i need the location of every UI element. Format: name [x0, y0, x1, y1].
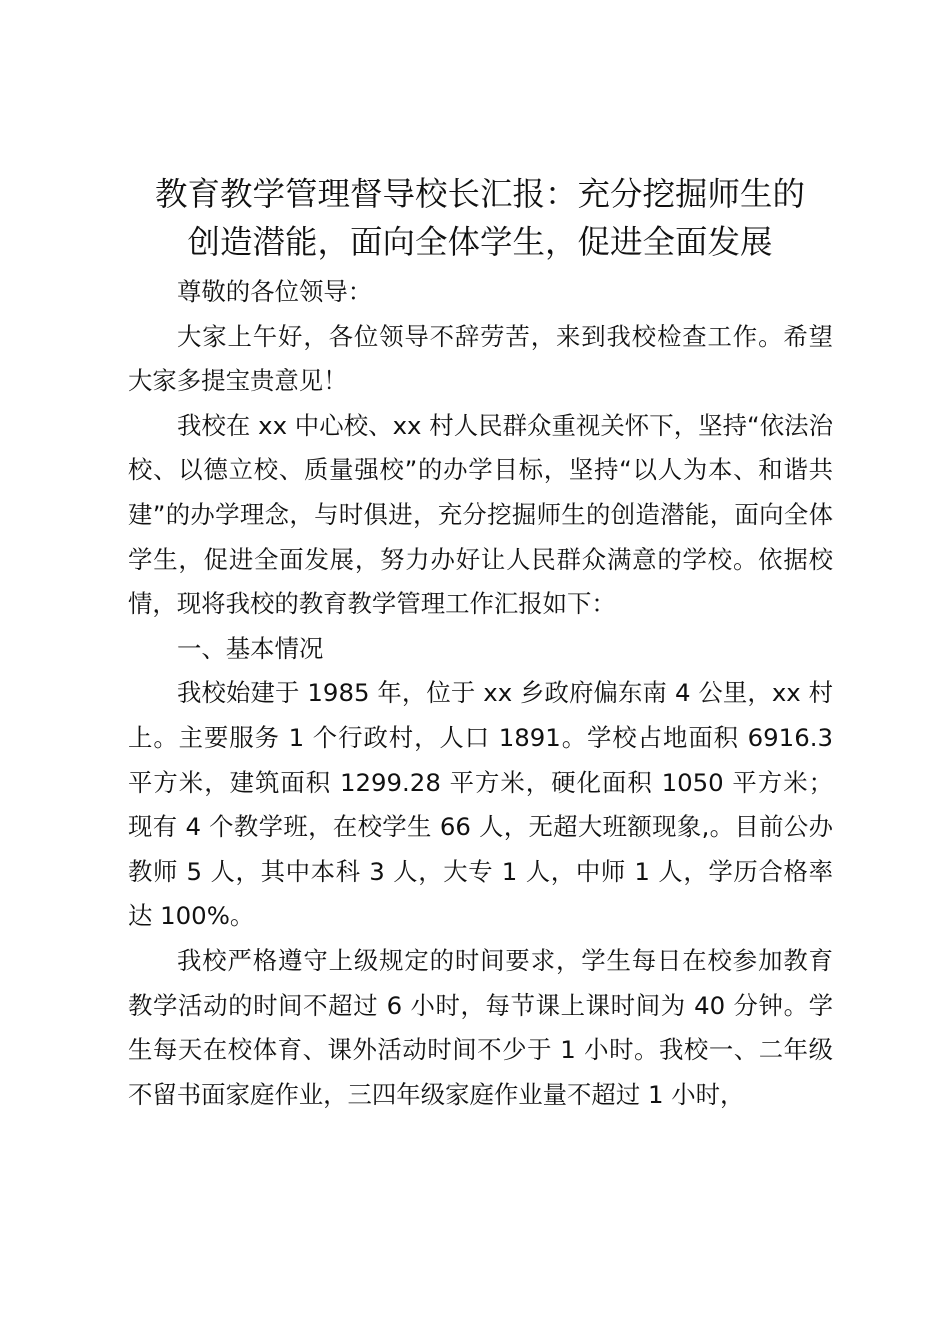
salutation: 尊敬的各位领导：	[177, 277, 373, 306]
title-line-2: 创造潜能，面向全体学生，促进全面发展	[187, 223, 773, 261]
document-page	[128, 170, 833, 1117]
document-title	[120, 170, 840, 266]
paragraph-greeting: 大家上午好，各位领导不辞劳苦，来到我校检查工作。希望大家多提宝贵意见！	[128, 321, 833, 396]
paragraph-basic-info: 我校始建于 1985 年，位于 xx 乡政府偏东南 4 公里，xx 村上。主要服务 1 个行政村，人口 1891。学校占地面积 6916.3 平方米，建筑面积 1299.28 平方米，硬化面积 1050 平方米；现有 4 个教学班，在校学生 66 人，无超大班额现象,。目前公办教师 5 人，其中本科 3 人，大专 1 人，中师 1 人，学历合格率达 100%。	[128, 678, 833, 931]
section-heading: 一、基本情况	[177, 633, 324, 663]
paragraph-schedule: 我校严格遵守上级规定的时间要求，学生每日在校参加教育教学活动的时间不超过 6 小时，每节课上课时间为 40 分钟。学生每天在校体育、课外活动时间不少于 1 小时。我校一、二年级不留书面家庭作业，三四年级家庭作业量不超过 1 小时，	[128, 945, 833, 1109]
paragraph-introduction: 我校在 xx 中心校、xx 村人民群众重视关怀下，坚持“依法治校、以德立校、质量强校”的办学目标，坚持“以人为本、和谐共建”的办学理念，与时俱进，充分挖掘师生的创造潜能，面向全体学生，促进全面发展，努力办好让人民群众满意的学校。依据校情，现将我校的教育教学管理工作汇报如下：	[128, 410, 833, 619]
title-line-1: 教育教学管理督导校长汇报：充分挖掘师生的	[154, 175, 805, 213]
